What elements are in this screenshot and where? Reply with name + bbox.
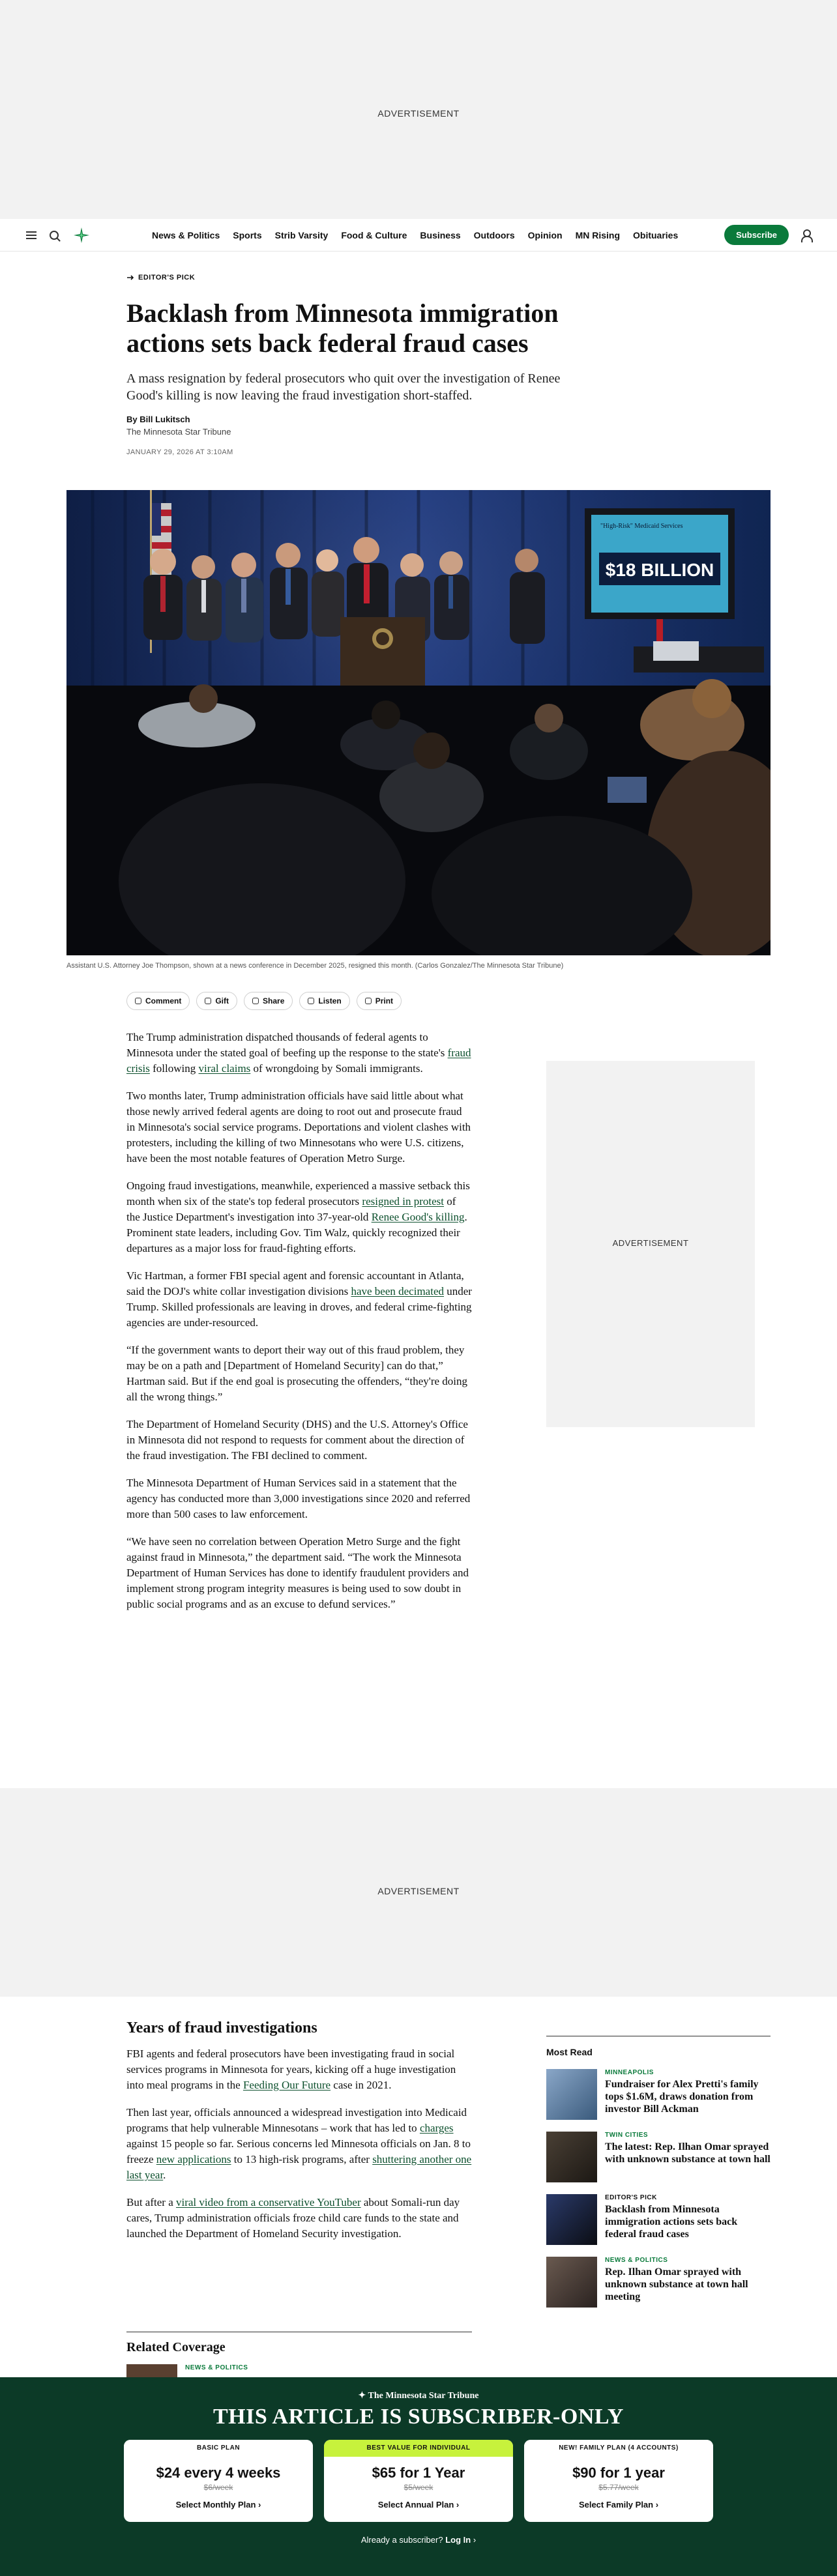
plan-price: $24 every 4 weeks — [156, 2465, 281, 2481]
byline[interactable]: By Bill Lukitsch — [126, 414, 190, 424]
share-label: Share — [263, 996, 285, 1006]
link-new-applications[interactable]: new applications — [156, 2153, 231, 2165]
byline-org: The Minnesota Star Tribune — [126, 427, 231, 437]
listen-button[interactable] — [299, 992, 349, 1010]
nav-link-opinion[interactable]: Opinion — [527, 229, 563, 240]
sidebar-ad — [546, 1061, 755, 1427]
thumbnail — [546, 2069, 597, 2120]
subscribe-button[interactable]: Subscribe — [724, 225, 789, 245]
plan-annual[interactable] — [324, 2440, 513, 2522]
share-row — [126, 992, 402, 1010]
menu-icon[interactable] — [26, 231, 37, 239]
link-charges[interactable]: charges — [419, 2122, 454, 2134]
printer-icon — [365, 998, 372, 1004]
thumbnail — [546, 2132, 597, 2182]
select-monthly-plan-button[interactable]: Select Monthly Plan › — [175, 2500, 261, 2510]
paywall-title: THIS ARTICLE IS SUBSCRIBER-ONLY — [213, 2405, 624, 2429]
plan-tag: NEW! FAMILY PLAN (4 ACCOUNTS) — [524, 2440, 713, 2457]
gift-label: Gift — [215, 996, 229, 1006]
nav-link-obituaries[interactable]: Obituaries — [633, 229, 679, 240]
eyebrow-label: EDITOR'S PICK — [138, 274, 196, 282]
already-subscriber: Already a subscriber? Log In › — [360, 2535, 477, 2545]
gift-icon — [205, 998, 211, 1004]
plan-basic[interactable] — [124, 2440, 313, 2522]
site-nav — [0, 219, 837, 252]
comment-icon — [135, 998, 141, 1004]
photo-caption: Assistant U.S. Attorney Joe Thompson, shown at a news conference in December 2025, resigned this month. (Carlos Gonzalez/The Minnesota Star Tribune) — [66, 962, 564, 970]
link-renee-goods-killing[interactable]: Renee Good's killing — [371, 1211, 465, 1223]
nav-link-news[interactable]: News & Politics — [152, 229, 220, 240]
user-icon[interactable] — [800, 229, 811, 241]
link-feeding-our-future[interactable]: Feeding Our Future — [242, 2079, 331, 2091]
paragraph: FBI agents and federal prosecutors have been investigating fraud in social services programs in Minnesota for years, kicking off a huge investigation into meal programs in the Feeding Our Future case in 2021. — [126, 2048, 456, 2091]
paywall-overlay — [0, 2377, 837, 2576]
ad-label: ADVERTISEMENT — [377, 108, 460, 119]
share-icon — [252, 998, 259, 1004]
article-body — [126, 1030, 472, 1624]
print-button[interactable] — [357, 992, 402, 1010]
comment-button[interactable] — [126, 992, 190, 1010]
paragraph: Two months later, Trump administration officials have said little about what those newly arrived federal agents are doing to root out and prosecute fraud in Minnesota's social service programs. Deportations and violent clashes with protesters, including the killing of two Minnesotans who were U.S. citizens, have been the most notable features of Operation Metro Surge. — [126, 1090, 471, 1165]
paragraph: The Trump administration dispatched thousands of federal agents to Minnesota under the stated goal of beefing up the response to the state's fraud crisis following viral claims of wrongdoing by Somali immigrants. — [126, 1031, 471, 1075]
screen-small-text: "High-Risk" Medicaid Services — [600, 523, 683, 530]
plan-tag: BASIC PLAN — [124, 2440, 313, 2457]
related-title: Related Coverage — [126, 2340, 226, 2354]
link-fraud-crisis[interactable]: fraud crisis — [126, 1047, 471, 1075]
headline: Rep. Ilhan Omar sprayed with unknown substance at town hall meeting — [605, 2266, 748, 2302]
headline: Fundraiser for Alex Pretti's family tops $1.6M, draws donation from investor Bill Ackman — [605, 2079, 759, 2115]
plan-tag: BEST VALUE FOR INDIVIDUAL — [324, 2440, 513, 2457]
plan-strike-price: $5/week — [404, 2483, 433, 2492]
nav-link-food[interactable]: Food & Culture — [341, 229, 407, 240]
most-read — [546, 2036, 771, 2308]
plan-price: $90 for 1 year — [572, 2465, 665, 2481]
comment-label: Comment — [145, 996, 182, 1006]
most-read-item[interactable] — [546, 2257, 771, 2308]
headline: The latest: Rep. Ilhan Omar sprayed with unknown substance at town hall — [605, 2141, 771, 2165]
section-heading: Years of fraud investigations — [126, 2019, 317, 2036]
press-conference-image — [66, 490, 771, 955]
paragraph: “We have seen no correlation between Operation Metro Surge and the fight against fraud in Minnesota,” the department said. “The work the Minnesota Department of Human Services has done to identify fraudulent providers and implement strong program integrity measures is being used to sow doubt in public social programs and as an excuse to defund services.” — [126, 1535, 469, 1610]
most-read-title: Most Read — [546, 2036, 771, 2057]
headline: Backlash from Minnesota immigration actions sets back federal fraud cases — [605, 2204, 738, 2240]
kicker: TWIN CITIES — [605, 2132, 649, 2139]
paragraph: The Minnesota Department of Human Services said in a statement that the agency has conducted more than 3,000 investigations since 2020 and referred more than 500 cases to law enforcement. — [126, 1477, 471, 1520]
dek: A mass resignation by federal prosecutors who quit over the investigation of Renee Good's killing is now leaving the fraud investigation short-staffed. — [126, 371, 561, 403]
section-years-of-fraud — [126, 2020, 472, 2253]
plan-strike-price: $5.77/week — [598, 2483, 639, 2492]
paragraph: But after a viral video from a conservative YouTuber about Somali-run day cares, Trump administration officials froze child care funds to the state and launched the Department of Homeland Security investigation. — [126, 2196, 460, 2240]
most-read-item[interactable] — [546, 2194, 771, 2245]
ad-label: ADVERTISEMENT — [612, 1238, 689, 1248]
editors-pick-eyebrow — [126, 274, 596, 282]
pencil-icon — [126, 274, 134, 281]
nav-link-sports[interactable]: Sports — [233, 229, 262, 240]
headline: Backlash from Minnesota immigration actions sets back federal fraud cases — [126, 298, 559, 358]
plan-strike-price: $6/week — [203, 2483, 233, 2492]
kicker: MINNEAPOLIS — [605, 2069, 654, 2076]
article-header — [126, 274, 596, 456]
nav-link-strib-varsity[interactable]: Strib Varsity — [274, 229, 329, 240]
link-have-been-decimated[interactable]: have been decimated — [351, 1285, 444, 1297]
paragraph: The Department of Homeland Security (DHS) and the U.S. Attorney's Office in Minnesota did not respond to requests for comment about the direction of the fraud investigation. The FBI declined to comment. — [126, 1418, 468, 1462]
print-label: Print — [375, 996, 394, 1006]
nav-link-business[interactable]: Business — [420, 229, 461, 240]
thumbnail — [546, 2194, 597, 2245]
plan-price: $65 for 1 Year — [372, 2465, 465, 2481]
link-viral-claims[interactable]: viral claims — [198, 1062, 251, 1075]
link-viral-video[interactable]: viral video from a conservative YouTuber — [176, 2196, 361, 2208]
most-read-item[interactable] — [546, 2132, 771, 2182]
lead-photo — [66, 490, 771, 955]
login-link[interactable]: Log In — [445, 2535, 471, 2545]
select-family-plan-button[interactable]: Select Family Plan › — [578, 2500, 659, 2510]
paragraph: Ongoing fraud investigations, meanwhile, experienced a massive setback this month when six of the state's top federal prosecutors resigned in protest of the Justice Department's investigation into 37-year-old Renee Good's killing. Prominent state leaders, including Gov. Tim Walz, quickly recognized their departures as a major loss for fraud-fighting efforts. — [126, 1179, 470, 1254]
link-resigned-in-protest[interactable]: resigned in protest — [362, 1195, 444, 1208]
link-shuttering[interactable]: shuttering another one last year — [126, 2153, 472, 2181]
select-annual-plan-button[interactable]: Select Annual Plan › — [377, 2500, 460, 2510]
related-thumb[interactable] — [126, 2364, 177, 2377]
nav-links — [152, 230, 678, 240]
star-tribune-logo[interactable] — [73, 227, 90, 244]
paragraph: Then last year, officials announced a widespread investigation into Medicaid programs that help vulnerable Minnesotans – work that has led to charges against 15 people so far. Serious concerns led Minnesota officials on Jan. 8 to freeze new applications to 13 high-risk programs, after shuttering another one last year. — [126, 2106, 472, 2181]
paragraph: Vic Hartman, a former FBI special agent and forensic accountant in Atlanta, said the DOJ's white collar investigation divisions have been decimated under Trump. Skilled professionals are leaving in droves, and federal crime-fighting agencies are under-resourced. — [126, 1269, 472, 1329]
paragraph: “If the government wants to deport their way out of this fraud problem, they may be on a path and [Department of Homeland Security] can do that,” Hartman said. But if the end goal is prosecuting the offenders, “they're doing all the wrong things.” — [126, 1344, 467, 1403]
most-read-item[interactable] — [546, 2069, 771, 2120]
top-ad — [0, 0, 837, 219]
paywall-brand: ✦ The Minnesota Star Tribune — [358, 2391, 479, 2401]
related-kicker: NEWS & POLITICS — [185, 2364, 248, 2371]
screen-big-text: $18 BILLION — [605, 560, 714, 580]
plan-family[interactable] — [524, 2440, 713, 2522]
share-button[interactable] — [244, 992, 293, 1010]
ad-label: ADVERTISEMENT — [377, 1886, 460, 1896]
nav-link-outdoors[interactable]: Outdoors — [473, 229, 515, 240]
gift-button[interactable] — [196, 992, 237, 1010]
listen-label: Listen — [318, 996, 342, 1006]
headphones-icon — [308, 998, 314, 1004]
kicker: NEWS & POLITICS — [605, 2257, 668, 2264]
related-coverage — [126, 2332, 472, 2377]
dateline: JANUARY 29, 2026 AT 3:10AM — [126, 448, 233, 456]
kicker: EDITOR'S PICK — [605, 2194, 657, 2201]
thumbnail — [546, 2257, 597, 2308]
nav-link-mn-rising[interactable]: MN Rising — [575, 229, 621, 240]
search-icon[interactable] — [50, 231, 59, 240]
mid-ad — [0, 1788, 837, 1997]
